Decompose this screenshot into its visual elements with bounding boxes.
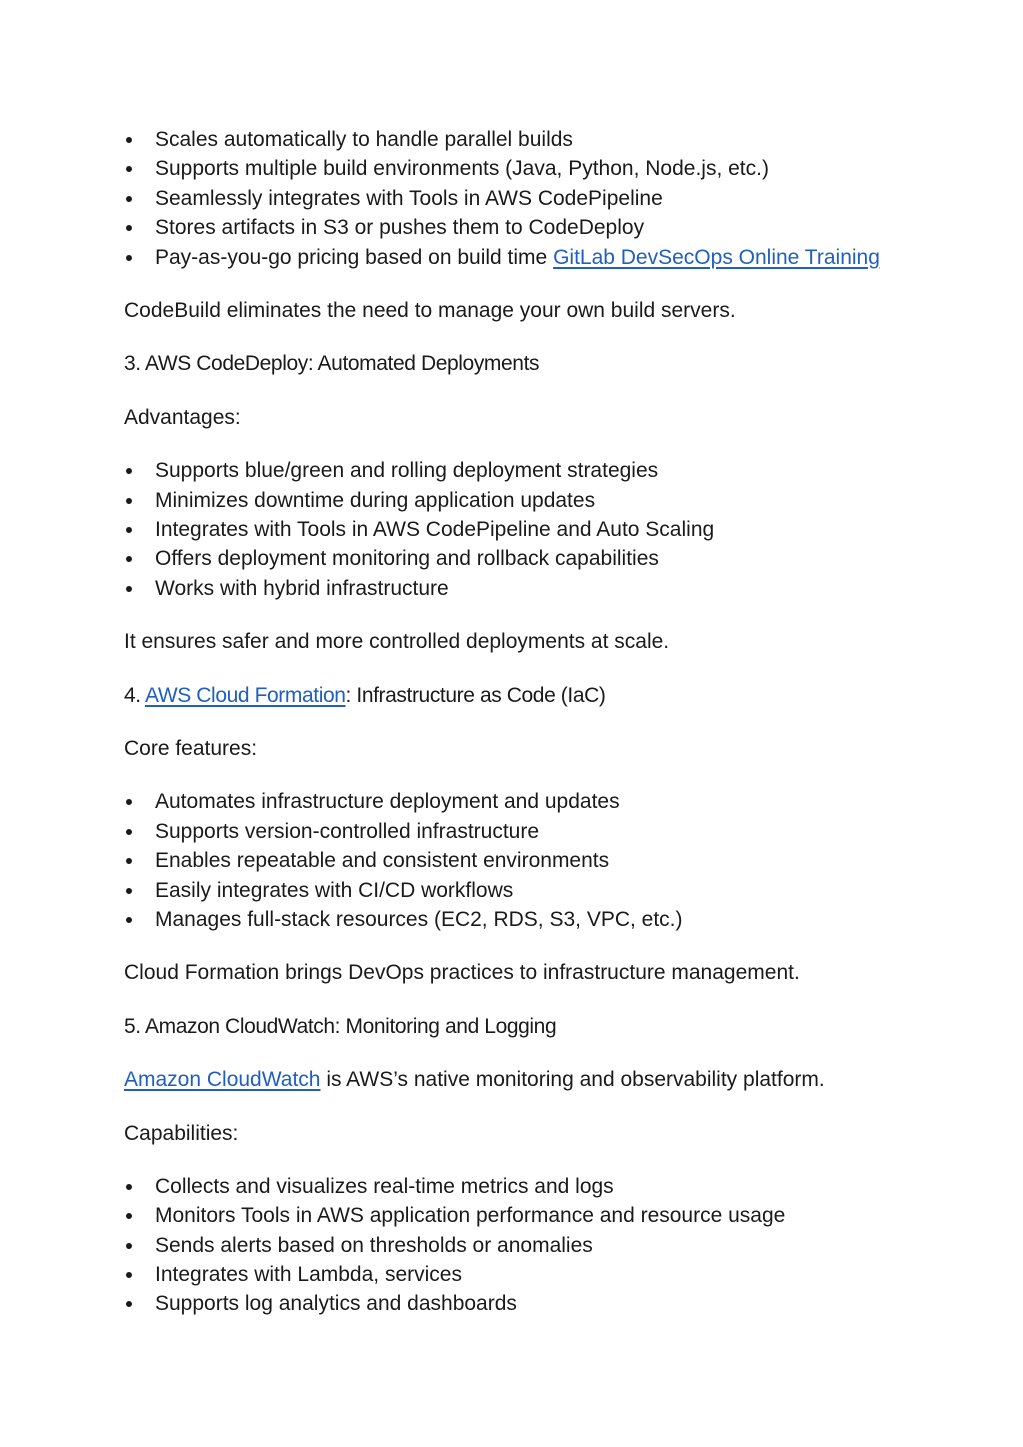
cloudformation-heading: 4. AWS Cloud Formation: Infrastructure as Code (IaC) <box>124 683 606 707</box>
bullet-icon <box>126 1272 132 1278</box>
list-item: Supports blue/green and rolling deployment strategies <box>124 456 924 485</box>
bullet-icon <box>126 586 132 592</box>
list-item: Scales automatically to handle parallel builds <box>124 125 924 154</box>
list-item: Seamlessly integrates with Tools in AWS CodePipeline <box>124 184 924 213</box>
list-item: Enables repeatable and consistent environments <box>124 846 924 875</box>
list-item: Integrates with Lambda, services <box>124 1260 924 1289</box>
cloudwatch-intro: Amazon CloudWatch is AWS’s native monitoring and observability platform. <box>124 1068 825 1092</box>
list-item: Monitors Tools in AWS application performance and resource usage <box>124 1201 924 1230</box>
aws-cloud-formation-link[interactable]: AWS Cloud Formation <box>145 683 346 707</box>
amazon-cloudwatch-link[interactable]: Amazon CloudWatch <box>124 1068 321 1092</box>
list-item: Collects and visualizes real-time metrics and logs <box>124 1172 924 1201</box>
list-item: Supports version-controlled infrastructure <box>124 817 924 846</box>
advantages-label: Advantages: <box>124 405 241 429</box>
bullet-icon <box>126 1213 132 1219</box>
core-features-label: Core features: <box>124 736 258 760</box>
bullet-icon <box>126 527 132 533</box>
gitlab-devsecops-training-link[interactable]: GitLab DevSecOps Online Training <box>553 245 880 269</box>
bullet-icon <box>126 1301 132 1307</box>
list-item: Manages full-stack resources (EC2, RDS, S3, VPC, etc.) <box>124 905 924 934</box>
list-item: Offers deployment monitoring and rollback capabilities <box>124 544 924 573</box>
bullet-icon <box>126 799 132 805</box>
bullet-icon <box>126 888 132 894</box>
bullet-icon <box>126 498 132 504</box>
list-item: Easily integrates with CI/CD workflows <box>124 876 924 905</box>
list-item: Pay-as-you-go pricing based on build time GitLab DevSecOps Online Training <box>124 243 924 272</box>
bullet-icon <box>126 917 132 923</box>
codebuild-summary: CodeBuild eliminates the need to manage your own build servers. <box>124 298 736 322</box>
list-item: Minimizes downtime during application updates <box>124 486 924 515</box>
bullet-icon <box>126 196 132 202</box>
bullet-icon <box>126 166 132 172</box>
bullet-icon <box>126 1243 132 1249</box>
cloudformation-features-list <box>124 787 924 934</box>
cloudformation-summary: Cloud Formation brings DevOps practices to infrastructure management. <box>124 961 800 985</box>
bullet-icon <box>126 255 132 261</box>
list-item: Automates infrastructure deployment and updates <box>124 787 924 816</box>
list-item: Sends alerts based on thresholds or anomalies <box>124 1231 924 1260</box>
bullet-icon <box>126 137 132 143</box>
bullet-icon <box>126 556 132 562</box>
bullet-icon <box>126 1184 132 1190</box>
list-item: Works with hybrid infrastructure <box>124 574 924 603</box>
codebuild-features-list <box>124 125 924 272</box>
list-item: Stores artifacts in S3 or pushes them to CodeDeploy <box>124 213 924 242</box>
bullet-icon <box>126 829 132 835</box>
bullet-icon <box>126 858 132 864</box>
cloudwatch-heading: 5. Amazon CloudWatch: Monitoring and Logging <box>124 1014 557 1038</box>
codedeploy-heading: 3. AWS CodeDeploy: Automated Deployments <box>124 352 540 376</box>
cloudwatch-capabilities-list <box>124 1172 924 1319</box>
capabilities-label: Capabilities: <box>124 1121 239 1145</box>
list-item: Supports multiple build environments (Java, Python, Node.js, etc.) <box>124 154 924 183</box>
bullet-icon <box>126 468 132 474</box>
bullet-icon <box>126 225 132 231</box>
list-item: Integrates with Tools in AWS CodePipeline and Auto Scaling <box>124 515 924 544</box>
document-page <box>124 125 924 1319</box>
codedeploy-advantages-list <box>124 456 924 603</box>
list-item: Supports log analytics and dashboards <box>124 1289 924 1318</box>
codedeploy-summary: It ensures safer and more controlled deployments at scale. <box>124 630 670 654</box>
